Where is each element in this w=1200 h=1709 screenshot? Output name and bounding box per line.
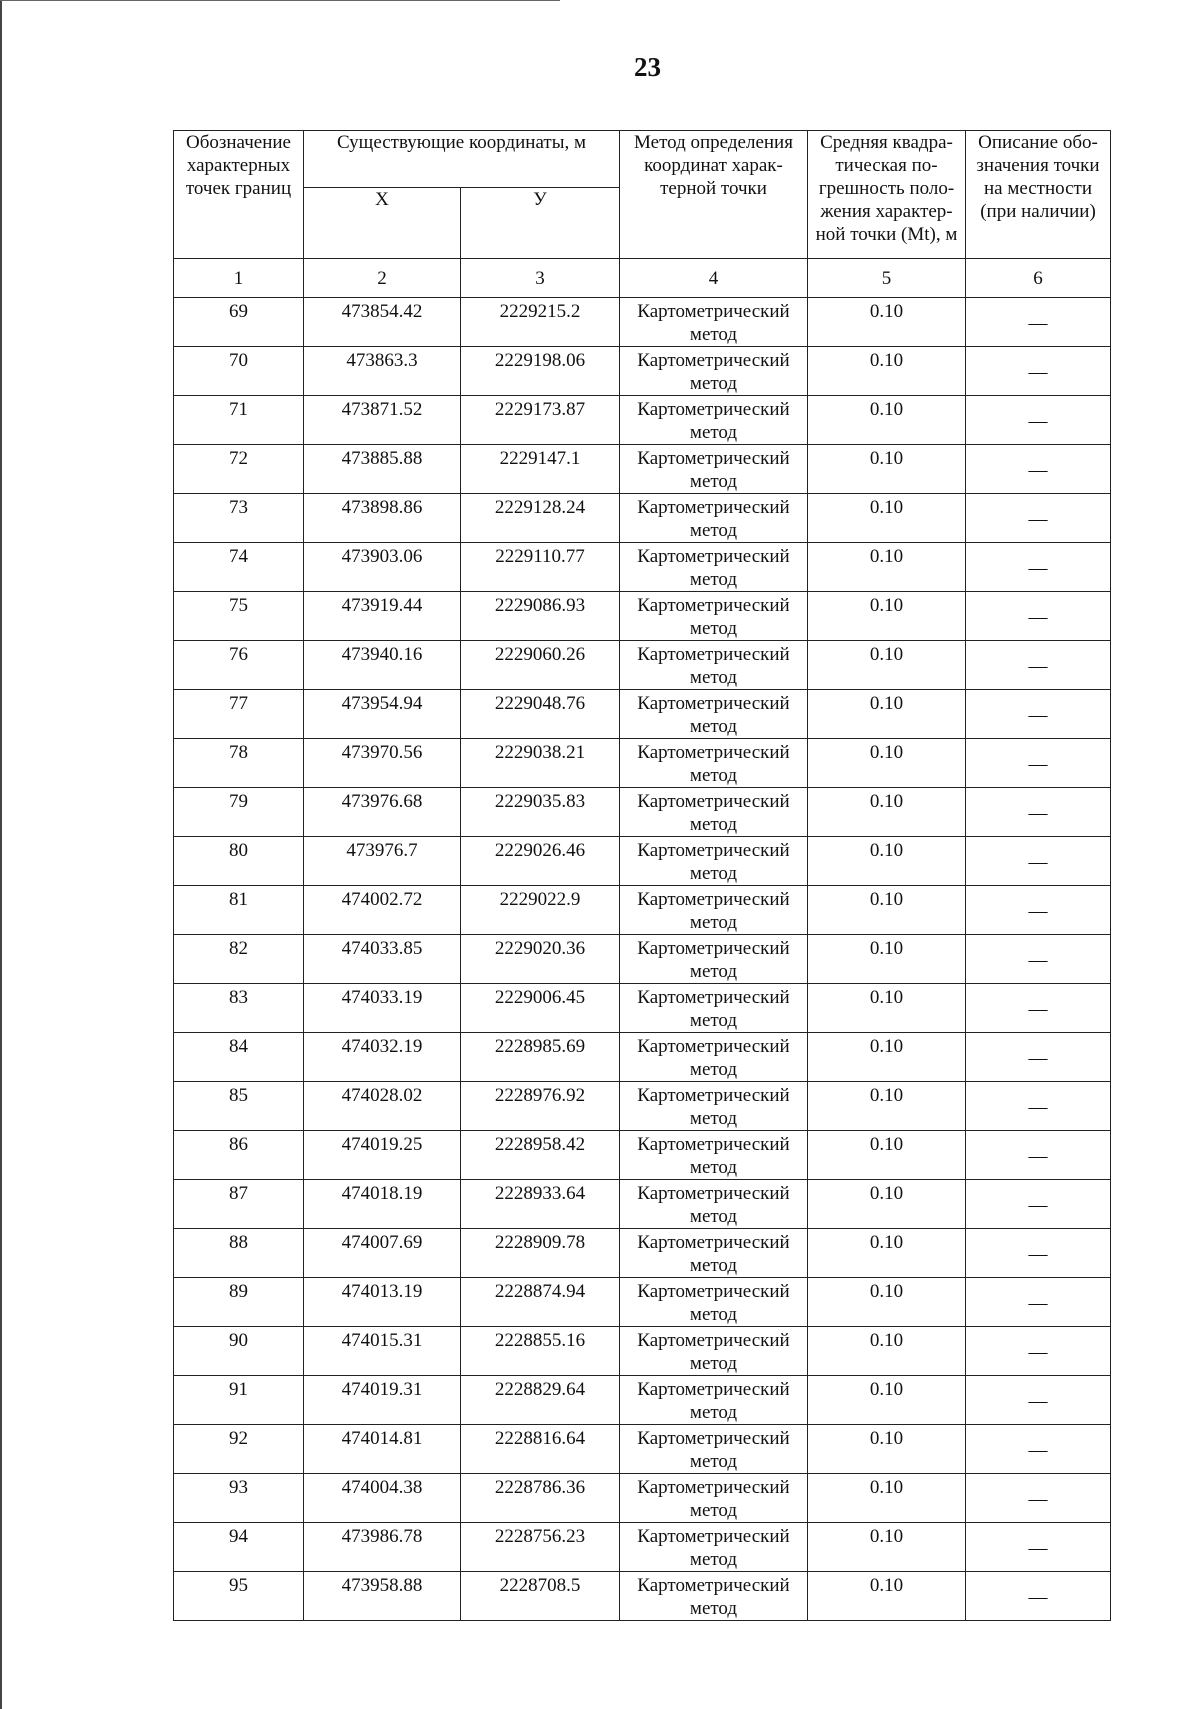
x-coordinate-cell: 473863.3 [304,347,461,396]
table-row [174,592,1111,641]
mt-error-cell: 0.10 [808,1278,966,1327]
x-coordinate-cell: 473976.7 [304,837,461,886]
mt-error-cell: 0.10 [808,788,966,837]
mt-error-cell: 0.10 [808,494,966,543]
y-coordinate-cell: 2228829.64 [461,1376,620,1425]
x-coordinate-cell: 473919.44 [304,592,461,641]
x-coordinate-cell: 474002.72 [304,886,461,935]
mt-error-cell: 0.10 [808,1376,966,1425]
method-cell: Картометрический метод [620,984,808,1033]
column-number-row [174,259,1111,298]
x-coordinate-cell: 473885.88 [304,445,461,494]
table-row [174,1229,1111,1278]
y-coordinate-cell: 2228855.16 [461,1327,620,1376]
header-point-description: Описание обо-значения точки на местности (при наличии) [966,131,1111,259]
method-cell: Картометрический метод [620,1278,808,1327]
mt-error-cell: 0.10 [808,1033,966,1082]
mt-error-cell: 0.10 [808,1180,966,1229]
y-coordinate-cell: 2229022.9 [461,886,620,935]
method-cell: Картометрический метод [620,1327,808,1376]
method-cell: Картометрический метод [620,396,808,445]
header-mean-square-error: Средняя квадра-тическая по-грешность поло-жения характер-ной точки (Mt), м [808,131,966,259]
table-row [174,935,1111,984]
method-cell: Картометрический метод [620,1229,808,1278]
y-coordinate-cell: 2229035.83 [461,788,620,837]
description-cell: — [966,592,1111,641]
table-row [174,1572,1111,1621]
point-id-cell: 92 [174,1425,304,1474]
y-coordinate-cell: 2229038.21 [461,739,620,788]
method-cell: Картометрический метод [620,494,808,543]
mt-error-cell: 0.10 [808,739,966,788]
x-coordinate-cell: 474019.25 [304,1131,461,1180]
y-coordinate-cell: 2229020.36 [461,935,620,984]
method-cell: Картометрический метод [620,543,808,592]
point-id-cell: 90 [174,1327,304,1376]
mt-error-cell: 0.10 [808,1474,966,1523]
description-cell: — [966,1180,1111,1229]
x-coordinate-cell: 473976.68 [304,788,461,837]
y-coordinate-cell: 2229060.26 [461,641,620,690]
method-cell: Картометрический метод [620,886,808,935]
table-row [174,739,1111,788]
x-coordinate-cell: 474019.31 [304,1376,461,1425]
mt-error-cell: 0.10 [808,837,966,886]
x-coordinate-cell: 474004.38 [304,1474,461,1523]
scan-left-edge [0,0,2,1709]
method-cell: Картометрический метод [620,1082,808,1131]
x-coordinate-cell: 473854.42 [304,298,461,347]
method-cell: Картометрический метод [620,1131,808,1180]
description-cell: — [966,1327,1111,1376]
table-row [174,445,1111,494]
x-coordinate-cell: 474033.19 [304,984,461,1033]
y-coordinate-cell: 2228786.36 [461,1474,620,1523]
x-coordinate-cell: 474033.85 [304,935,461,984]
y-coordinate-cell: 2228874.94 [461,1278,620,1327]
mt-error-cell: 0.10 [808,396,966,445]
table-row [174,886,1111,935]
y-coordinate-cell: 2229198.06 [461,347,620,396]
description-cell: — [966,543,1111,592]
description-cell: — [966,935,1111,984]
y-coordinate-cell: 2228909.78 [461,1229,620,1278]
x-coordinate-cell: 473958.88 [304,1572,461,1621]
x-coordinate-cell: 473903.06 [304,543,461,592]
x-coordinate-cell: 473970.56 [304,739,461,788]
point-id-cell: 91 [174,1376,304,1425]
description-cell: — [966,1278,1111,1327]
point-id-cell: 75 [174,592,304,641]
x-coordinate-cell: 474007.69 [304,1229,461,1278]
point-id-cell: 82 [174,935,304,984]
table-row [174,1327,1111,1376]
point-id-cell: 88 [174,1229,304,1278]
description-cell: — [966,1082,1111,1131]
table-row [174,1180,1111,1229]
y-coordinate-cell: 2229086.93 [461,592,620,641]
mt-error-cell: 0.10 [808,1229,966,1278]
y-coordinate-cell: 2229173.87 [461,396,620,445]
description-cell: — [966,1474,1111,1523]
table-row [174,1278,1111,1327]
point-id-cell: 94 [174,1523,304,1572]
point-id-cell: 89 [174,1278,304,1327]
point-id-cell: 87 [174,1180,304,1229]
column-number: 4 [620,259,808,298]
table-row [174,788,1111,837]
point-id-cell: 69 [174,298,304,347]
method-cell: Картометрический метод [620,1425,808,1474]
point-id-cell: 83 [174,984,304,1033]
mt-error-cell: 0.10 [808,347,966,396]
y-coordinate-cell: 2228976.92 [461,1082,620,1131]
x-coordinate-cell: 474028.02 [304,1082,461,1131]
method-cell: Картометрический метод [620,592,808,641]
y-coordinate-cell: 2229048.76 [461,690,620,739]
header-point-designation: Обозначение характерных точек границ [174,131,304,259]
x-coordinate-cell: 473954.94 [304,690,461,739]
table-row [174,837,1111,886]
table-row [174,1376,1111,1425]
description-cell: — [966,690,1111,739]
description-cell: — [966,1425,1111,1474]
method-cell: Картометрический метод [620,690,808,739]
mt-error-cell: 0.10 [808,1425,966,1474]
method-cell: Картометрический метод [620,935,808,984]
x-coordinate-cell: 473940.16 [304,641,461,690]
description-cell: — [966,886,1111,935]
mt-error-cell: 0.10 [808,592,966,641]
y-coordinate-cell: 2228958.42 [461,1131,620,1180]
method-cell: Картометрический метод [620,347,808,396]
header-method: Метод определения координат харак-терной точки [620,131,808,259]
column-number: 2 [304,259,461,298]
mt-error-cell: 0.10 [808,445,966,494]
description-cell: — [966,494,1111,543]
point-id-cell: 78 [174,739,304,788]
y-coordinate-cell: 2228708.5 [461,1572,620,1621]
table-row [174,690,1111,739]
description-cell: — [966,396,1111,445]
table-row [174,494,1111,543]
x-coordinate-cell: 473898.86 [304,494,461,543]
coordinates-table [173,130,1111,1621]
description-cell: — [966,641,1111,690]
point-id-cell: 85 [174,1082,304,1131]
method-cell: Картометрический метод [620,641,808,690]
mt-error-cell: 0.10 [808,641,966,690]
y-coordinate-cell: 2229006.45 [461,984,620,1033]
method-cell: Картометрический метод [620,1376,808,1425]
description-cell: — [966,1523,1111,1572]
mt-error-cell: 0.10 [808,1523,966,1572]
page-number: 23 [634,52,661,82]
point-id-cell: 93 [174,1474,304,1523]
header-existing-coordinates: Существующие координаты, м [304,131,620,188]
description-cell: — [966,298,1111,347]
y-coordinate-cell: 2229128.24 [461,494,620,543]
mt-error-cell: 0.10 [808,984,966,1033]
point-id-cell: 74 [174,543,304,592]
description-cell: — [966,984,1111,1033]
method-cell: Картометрический метод [620,1033,808,1082]
column-number: 5 [808,259,966,298]
y-coordinate-cell: 2229026.46 [461,837,620,886]
column-number: 1 [174,259,304,298]
point-id-cell: 73 [174,494,304,543]
point-id-cell: 80 [174,837,304,886]
table-header [174,131,1111,298]
method-cell: Картометрический метод [620,445,808,494]
x-coordinate-cell: 474032.19 [304,1033,461,1082]
method-cell: Картометрический метод [620,298,808,347]
x-coordinate-cell: 474013.19 [304,1278,461,1327]
table-row [174,1425,1111,1474]
table-row [174,1523,1111,1572]
point-id-cell: 76 [174,641,304,690]
mt-error-cell: 0.10 [808,935,966,984]
method-cell: Картометрический метод [620,1474,808,1523]
method-cell: Картометрический метод [620,1572,808,1621]
point-id-cell: 72 [174,445,304,494]
y-coordinate-cell: 2229147.1 [461,445,620,494]
description-cell: — [966,1376,1111,1425]
header-x: Х [304,188,461,259]
y-coordinate-cell: 2228756.23 [461,1523,620,1572]
mt-error-cell: 0.10 [808,1327,966,1376]
method-cell: Картометрический метод [620,788,808,837]
table-row [174,298,1111,347]
point-id-cell: 86 [174,1131,304,1180]
x-coordinate-cell: 474018.19 [304,1180,461,1229]
point-id-cell: 81 [174,886,304,935]
table-row [174,396,1111,445]
mt-error-cell: 0.10 [808,543,966,592]
method-cell: Картометрический метод [620,837,808,886]
y-coordinate-cell: 2228985.69 [461,1033,620,1082]
mt-error-cell: 0.10 [808,1572,966,1621]
point-id-cell: 95 [174,1572,304,1621]
x-coordinate-cell: 473986.78 [304,1523,461,1572]
y-coordinate-cell: 2229215.2 [461,298,620,347]
column-number: 3 [461,259,620,298]
description-cell: — [966,1229,1111,1278]
scan-top-edge [0,0,560,1]
description-cell: — [966,788,1111,837]
point-id-cell: 84 [174,1033,304,1082]
y-coordinate-cell: 2229110.77 [461,543,620,592]
y-coordinate-cell: 2228933.64 [461,1180,620,1229]
mt-error-cell: 0.10 [808,886,966,935]
x-coordinate-cell: 474015.31 [304,1327,461,1376]
description-cell: — [966,1572,1111,1621]
description-cell: — [966,347,1111,396]
point-id-cell: 77 [174,690,304,739]
table-row [174,984,1111,1033]
description-cell: — [966,445,1111,494]
point-id-cell: 79 [174,788,304,837]
point-id-cell: 71 [174,396,304,445]
description-cell: — [966,1033,1111,1082]
table-row [174,641,1111,690]
method-cell: Картометрический метод [620,1523,808,1572]
table-row [174,1033,1111,1082]
table-row [174,347,1111,396]
x-coordinate-cell: 473871.52 [304,396,461,445]
method-cell: Картометрический метод [620,739,808,788]
table-row [174,1131,1111,1180]
table-row [174,543,1111,592]
description-cell: — [966,739,1111,788]
mt-error-cell: 0.10 [808,690,966,739]
mt-error-cell: 0.10 [808,1082,966,1131]
method-cell: Картометрический метод [620,1180,808,1229]
x-coordinate-cell: 474014.81 [304,1425,461,1474]
mt-error-cell: 0.10 [808,298,966,347]
mt-error-cell: 0.10 [808,1131,966,1180]
description-cell: — [966,1131,1111,1180]
point-id-cell: 70 [174,347,304,396]
column-number: 6 [966,259,1111,298]
table-body [174,298,1111,1621]
header-y: У [461,188,620,259]
table-row [174,1474,1111,1523]
table-row [174,1082,1111,1131]
y-coordinate-cell: 2228816.64 [461,1425,620,1474]
description-cell: — [966,837,1111,886]
